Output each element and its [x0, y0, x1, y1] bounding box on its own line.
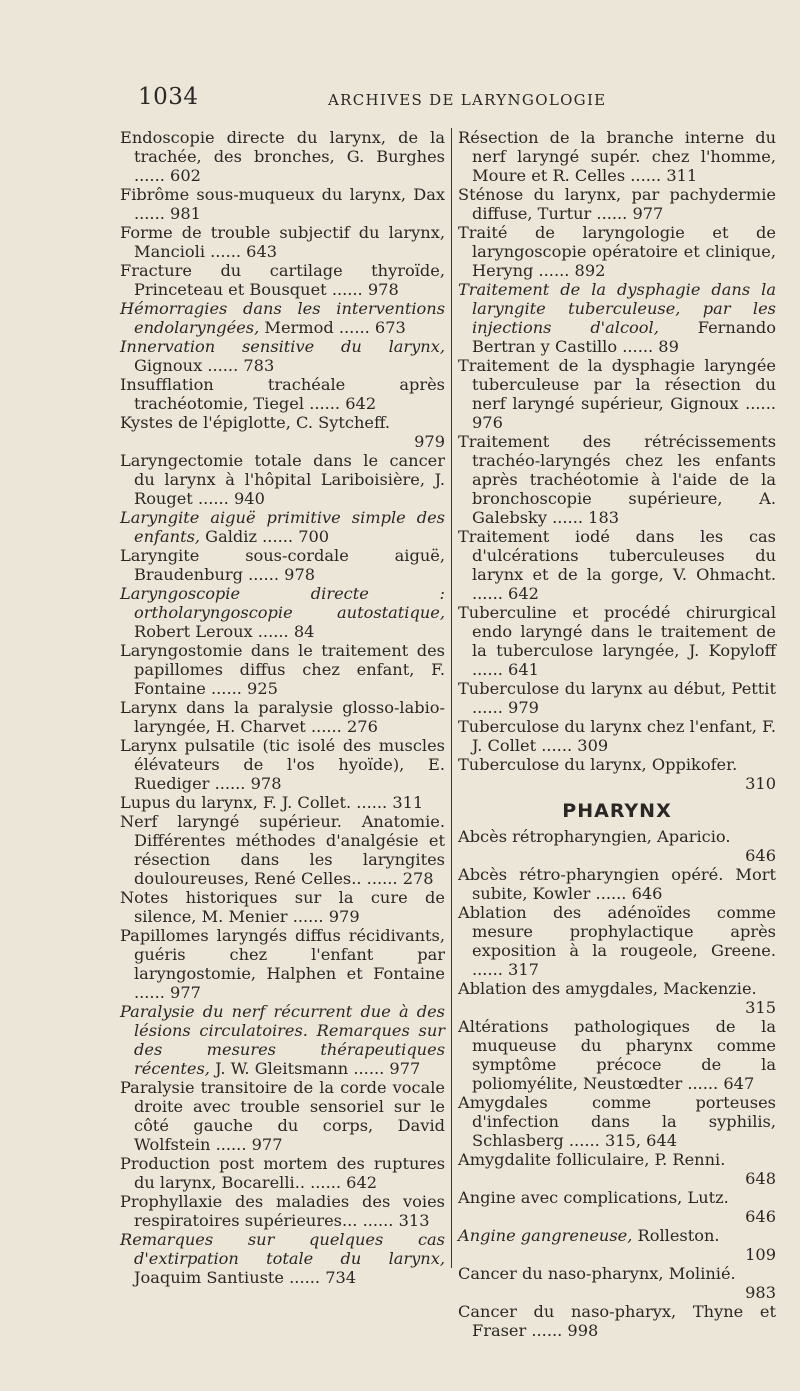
entry-title: Kystes de l'épiglotte, C. Sytcheff.: [120, 413, 391, 432]
entry-title: Traitement de la dysphagie laryngée tuberculeuse par la résection du nerf laryngé supérieur, Gignoux: [458, 356, 776, 413]
entry-page-number: 977: [632, 204, 664, 223]
index-entry: [458, 979, 776, 1017]
entry-page-number: 981: [170, 204, 201, 223]
leader-dots: ......: [305, 717, 347, 736]
entry-title: Angine avec complications, Lutz.: [458, 1188, 729, 1207]
leader-dots: ......: [351, 793, 393, 812]
journal-title: ARCHIVES DE LARYNGOLOGIE: [328, 91, 607, 109]
leader-dots: ......: [134, 983, 171, 1002]
leader-dots: ......: [591, 204, 633, 223]
leader-dots: ......: [472, 660, 509, 679]
index-entry: [120, 299, 445, 337]
entry-page-number: 646: [631, 884, 663, 903]
leader-dots: ......: [682, 1074, 724, 1093]
index-entry: [458, 603, 776, 679]
index-entry: [458, 356, 776, 432]
index-entry: [458, 1150, 776, 1188]
entry-author: Robert Leroux: [134, 622, 253, 641]
entry-page-number: 646: [745, 846, 776, 865]
leader-dots: ......: [472, 698, 509, 717]
entry-title: Cancer du naso-pharyx, Thyne et Fraser: [458, 1302, 776, 1340]
index-entry: [120, 1078, 445, 1154]
entry-page-number: 89: [658, 337, 679, 356]
index-entry: [458, 717, 776, 755]
entry-page-number: 643: [246, 242, 278, 261]
index-entry: [120, 261, 445, 299]
leader-dots: ......: [526, 1321, 568, 1340]
entry-title: Sténose du larynx, par pachydermie diffuse, Turtur: [458, 185, 776, 223]
entry-page-number: 783: [243, 356, 275, 375]
entry-title: Laryngoscopie directe : ortholaryngoscopie autostatique,: [120, 584, 445, 622]
index-entry: [120, 185, 445, 223]
entry-page-number: 642: [345, 394, 377, 413]
index-entry: [458, 1188, 776, 1226]
index-entry: [120, 337, 445, 375]
entry-title: Traitement iodé dans les cas d'ulcérations tuberculeuses du larynx et de la gorge, V. Ohmacht.: [458, 527, 776, 584]
entry-title: Forme de trouble subjectif du larynx, Mancioli: [120, 223, 445, 261]
entry-author: Galdiz: [200, 527, 258, 546]
index-entry: [458, 755, 776, 793]
index-entry: [120, 1192, 445, 1230]
entry-page-number: 979: [414, 432, 445, 451]
index-entry: [120, 508, 445, 546]
entry-title: Amygdalite folliculaire, P. Renni.: [458, 1150, 726, 1169]
leader-dots: ......: [472, 584, 509, 603]
leader-dots: ......: [252, 622, 294, 641]
entry-title: Larynx pulsatile (tic isolé des muscles élévateurs de l'os hyoïde), E. Ruediger: [120, 736, 445, 793]
entry-title: Cancer du naso-pharynx, Molinié.: [458, 1264, 736, 1283]
index-entry: [458, 527, 776, 603]
entry-page-number: 976: [472, 413, 503, 432]
entry-page-number: 647: [723, 1074, 755, 1093]
leader-dots: ......: [209, 774, 251, 793]
entry-title: Larynx dans la paralysie glosso-labio-laryngée, H. Charvet: [120, 698, 445, 736]
leader-dots: ......: [533, 261, 575, 280]
index-entry: [458, 1226, 776, 1264]
entry-title: Lupus du larynx, F. J. Collet.: [120, 793, 352, 812]
entry-page-number: 84: [293, 622, 315, 641]
entry-page-number: 673: [374, 318, 406, 337]
entry-title: Prophyllaxie des maladies des voies respiratoires supérieures...: [120, 1192, 445, 1230]
entry-page-number: 977: [170, 983, 201, 1002]
leader-dots: ......: [326, 280, 368, 299]
entry-page-number: 978: [367, 280, 399, 299]
entry-page-number: 276: [346, 717, 378, 736]
index-entry: [458, 903, 776, 979]
leader-dots: ......: [348, 1059, 390, 1078]
index-entry: [458, 1093, 776, 1150]
entry-title: Notes historiques sur la cure de silence, M. Menier: [120, 888, 445, 926]
leader-dots: ......: [134, 204, 171, 223]
entry-title: Ablation des amygdales, Mackenzie.: [458, 979, 757, 998]
entry-page-number: 978: [250, 774, 282, 793]
index-entry: [458, 827, 776, 865]
entry-page-number: 998: [567, 1321, 599, 1340]
entry-title: Paralysie transitoire de la corde vocale droite avec trouble sensoriel sur le côté gauche du corps, David Wolfstein: [120, 1078, 445, 1154]
index-entry: [120, 793, 445, 812]
right-column: [458, 128, 776, 1340]
entry-page-number: 977: [251, 1135, 283, 1154]
leader-dots: ......: [205, 242, 247, 261]
entry-page-number: 979: [328, 907, 360, 926]
index-entry: [458, 280, 776, 356]
entry-title: Remarques sur quelques cas d'extirpation totale du larynx,: [120, 1230, 445, 1268]
index-entry: [458, 223, 776, 280]
leader-dots: ......: [472, 960, 509, 979]
left-column: [120, 128, 445, 1287]
index-entry: [458, 185, 776, 223]
index-entry: [458, 865, 776, 903]
index-entry: [120, 546, 445, 584]
entry-title: Abcès rétropharyngien, Aparicio.: [458, 827, 731, 846]
column-divider: [451, 128, 452, 1268]
leader-dots: ......: [304, 394, 346, 413]
entry-page-number: 646: [745, 1207, 776, 1226]
entry-page-number: 278: [402, 869, 434, 888]
entry-title: Laryngostomie dans le traitement des papillomes diffus chez enfant, F. Fontaine: [120, 641, 445, 698]
index-entry: [458, 432, 776, 527]
entry-page-number: 310: [745, 774, 776, 793]
entry-title: Traitement de la dysphagie dans la laryngite tuberculeuse, par les injections d'alcool,: [458, 280, 776, 337]
entry-page-number: 311: [666, 166, 698, 185]
index-entry: [120, 413, 445, 451]
entry-title: Innervation sensitive du larynx,: [120, 337, 445, 356]
entry-page-number: 317: [508, 960, 539, 979]
leader-dots: ......: [357, 1211, 399, 1230]
running-head: [118, 84, 788, 114]
leader-dots: ......: [738, 394, 776, 413]
leader-dots: ......: [287, 907, 329, 926]
index-entry: [458, 1302, 776, 1340]
entry-title: Production post mortem des ruptures du larynx, Bocarelli..: [120, 1154, 445, 1192]
index-entry: [120, 926, 445, 1002]
entry-page-number: 983: [745, 1283, 776, 1302]
entry-author: Joaquim Santiuste: [134, 1268, 285, 1287]
entry-page-number: 183: [588, 508, 620, 527]
section-heading-pharynx: PHARYNX: [562, 800, 672, 822]
entry-title: Tuberculose du larynx, Oppikofer.: [458, 755, 738, 774]
leader-dots: ......: [192, 489, 234, 508]
entry-page-number: 109: [745, 1245, 776, 1264]
entry-page-number: 892: [574, 261, 606, 280]
entry-title: Laryngite aiguë primitive simple des enfants,: [120, 508, 445, 546]
index-entry: [120, 223, 445, 261]
leader-dots: ......: [284, 1268, 326, 1287]
index-entry: [120, 128, 445, 185]
entry-title: Fracture du cartilage thyroïde, Princeteau et Bousquet: [120, 261, 445, 299]
entry-page-number: 979: [508, 698, 539, 717]
entry-title: Résection de la branche interne du nerf laryngé supér. chez l'homme, Moure et R. Celles: [458, 128, 776, 185]
entry-page-number: 648: [745, 1169, 776, 1188]
index-entry: [458, 1017, 776, 1093]
entry-page-number: 311: [392, 793, 424, 812]
leader-dots: ......: [536, 736, 578, 755]
entry-author: J. W. Gleitsmann: [209, 1059, 349, 1078]
entry-title: Ablation des adénoïdes comme mesure prophylactique après exposition à la rougeole, Greene.: [458, 903, 776, 960]
leader-dots: ......: [242, 565, 285, 584]
entry-title: Fibrôme sous-muqueux du larynx, Dax: [120, 185, 445, 204]
entry-title: Amygdales comme porteuses d'infection dans la syphilis, Schlasberg: [458, 1093, 776, 1150]
entry-page-number: 315: [745, 998, 776, 1017]
leader-dots: ......: [361, 869, 403, 888]
leader-dots: ......: [546, 508, 589, 527]
index-entry: [458, 128, 776, 185]
entry-title: Nerf laryngé supérieur. Anatomie. Différentes méthodes d'analgésie et résection dans les laryngites douloureuses, René Celles..: [120, 812, 445, 888]
entry-page-number: 641: [508, 660, 539, 679]
entry-page-number: 642: [508, 584, 539, 603]
entry-title: Tuberculine et procédé chirurgical endo laryngé dans le traitement de la tuberculose laryngée, J. Kopyloff: [458, 603, 776, 660]
entry-title: Papillomes laryngés diffus récidivants, guéris chez l'enfant par laryngostomie, Halphen et Fontaine: [120, 926, 445, 983]
entry-page-number: 977: [389, 1059, 421, 1078]
index-entry: [120, 812, 445, 888]
entry-author: Rolleston.: [632, 1226, 720, 1245]
entry-title: Insufflation trachéale après trachéotomie, Tiegel: [120, 375, 445, 413]
leader-dots: ......: [202, 356, 244, 375]
entry-author: Gignoux: [134, 356, 203, 375]
leader-dots: ......: [305, 1173, 347, 1192]
entry-page-number: 602: [170, 166, 201, 185]
entry-title: Tuberculose du larynx chez l'enfant, F. J. Collet: [458, 717, 776, 755]
index-entry: [120, 375, 445, 413]
leader-dots: ......: [134, 166, 171, 185]
entry-title: Hémorragies dans les interventions endolaryngées,: [120, 299, 445, 337]
leader-dots: ......: [210, 1135, 252, 1154]
index-entry: [120, 1230, 445, 1287]
entry-title: Angine gangreneuse,: [458, 1226, 633, 1245]
entry-page-number: 734: [325, 1268, 357, 1287]
leader-dots: ......: [617, 337, 659, 356]
entry-page-number: 978: [284, 565, 316, 584]
leader-dots: ......: [333, 318, 375, 337]
entry-title: Laryngectomie totale dans le cancer du larynx à l'hôpital Lariboisière, J. Rouget: [120, 451, 445, 508]
leader-dots: ......: [563, 1131, 605, 1150]
leader-dots: ......: [205, 679, 248, 698]
index-entry: [120, 736, 445, 793]
index-entry: [120, 698, 445, 736]
leader-dots: ......: [257, 527, 299, 546]
entry-page-number: 925: [247, 679, 278, 698]
entry-page-number: 315, 644: [604, 1131, 678, 1150]
leader-dots: ......: [625, 166, 667, 185]
entry-page-number: 309: [577, 736, 609, 755]
page-number: 1034: [138, 84, 199, 110]
leader-dots: ......: [590, 884, 632, 903]
index-entry: [120, 1154, 445, 1192]
entry-page-number: 642: [346, 1173, 378, 1192]
entry-author: Fernando Bertran y Castillo: [472, 318, 777, 356]
index-entry: [120, 451, 445, 508]
entry-page-number: 940: [233, 489, 265, 508]
entry-title: Tuberculose du larynx au début, Pettit: [458, 679, 776, 698]
entry-page-number: 313: [398, 1211, 430, 1230]
entry-author: Mermod: [259, 318, 334, 337]
larynx-entries-continued: [458, 128, 776, 793]
pharynx-entries: [458, 827, 776, 1340]
index-entry: [120, 1002, 445, 1078]
entry-title: Paralysie du nerf récurrent due à des lésions circulatoires. Remarques sur des mesures thérapeutiques récentes,: [120, 1002, 445, 1078]
index-entry: [120, 584, 445, 641]
entry-title: Altérations pathologiques de la muqueuse du pharynx comme symptôme précoce de la poliomyélite, Neustœdter: [458, 1017, 776, 1093]
index-entry: [120, 641, 445, 698]
index-entry: [458, 1264, 776, 1302]
index-entry: [458, 679, 776, 717]
index-entry: [120, 888, 445, 926]
entry-title: Laryngite sous-cordale aiguë, Braudenburg: [120, 546, 445, 584]
entry-title: Traitement des rétrécissements trachéo-laryngés chez les enfants après trachéotomie à l'aide de la bronchoscopie supérieure, A. Galebsky: [458, 432, 776, 527]
entry-title: Abcès rétro-pharyngien opéré. Mort subite, Kowler: [458, 865, 776, 903]
entry-page-number: 700: [298, 527, 330, 546]
entry-title: Endoscopie directe du larynx, de la trachée, des bronches, G. Burghes: [120, 128, 445, 166]
entry-title: Traité de laryngologie et de laryngoscopie opératoire et clinique, Heryng: [458, 223, 776, 280]
